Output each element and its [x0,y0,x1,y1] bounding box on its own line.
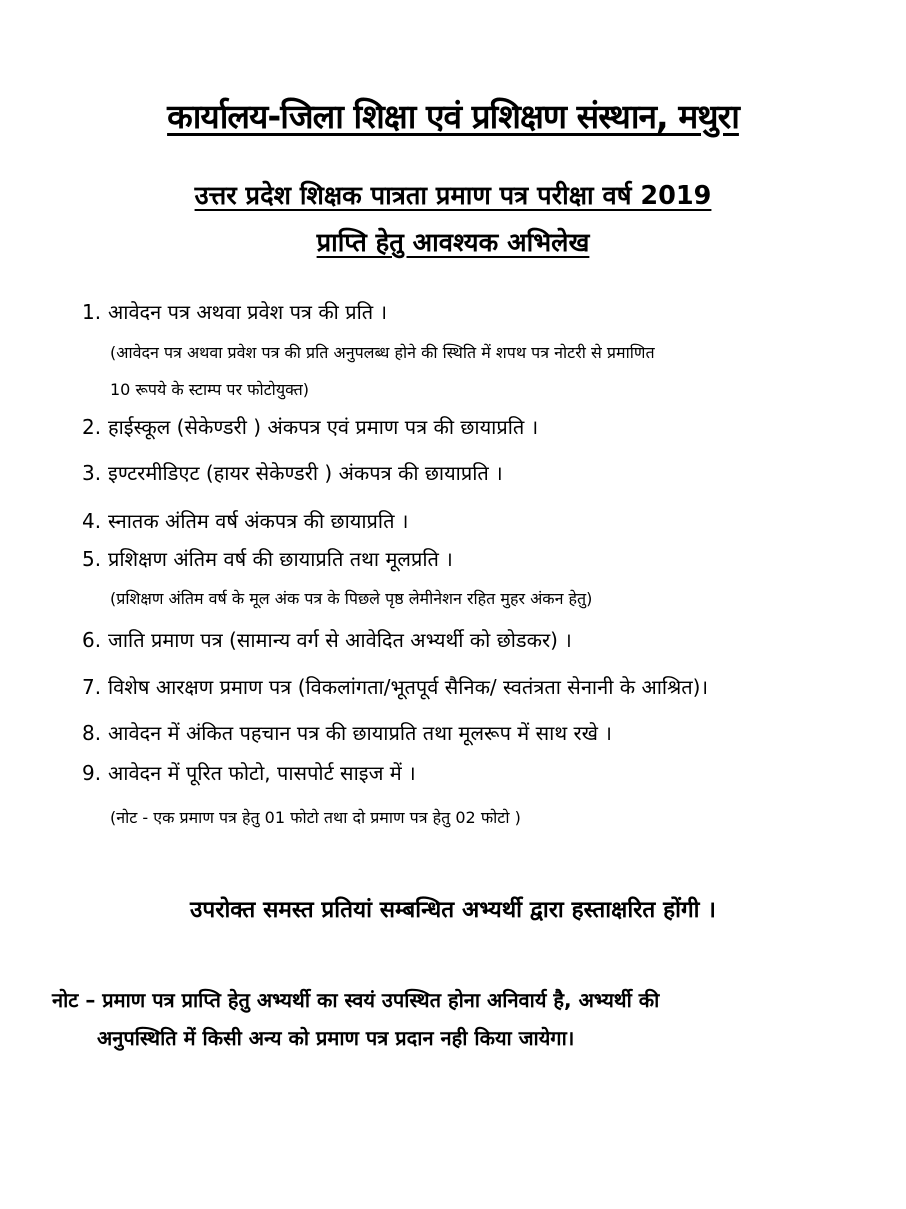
list-item [82,459,503,486]
exam-title: उत्तर प्रदेश शिक्षक पात्रता प्रमाण पत्र परीक्षा वर्ष 2019 [194,181,712,211]
item-number: 9. [82,761,102,785]
item-note-line: (आवेदन पत्र अथवा प्रवेश पत्र की प्रति अनुपलब्ध होने की स्थिति में शपथ पत्र नोटरी से प्रमाणित [110,343,655,362]
item-note-line: 10 रूपये के स्टाम्प पर फोटोयुक्त) [110,380,310,399]
office-title: कार्यालय-जिला शिक्षा एवं प्रशिक्षण संस्थान, मथुरा [167,97,739,136]
signature-requirement: उपरोक्त समस्त प्रतियां सम्बन्धित अभ्यर्थी द्वारा हस्ताक्षरित होंगी । [190,897,716,923]
final-note-line-2: अनुपस्थिति में किसी अन्य को प्रमाण पत्र प्रदान नही किया जायेगा। [97,1026,575,1050]
list-item [82,545,453,572]
item-note-line: (नोट - एक प्रमाण पत्र हेतु 01 फोटो तथा दो प्रमाण पत्र हेतु 02 फोटो ) [110,808,521,827]
item-text: जाति प्रमाण पत्र (सामान्य वर्ग से आवेदित अभ्यर्थी को छोडकर) । [108,628,572,652]
item-number: 4. [82,509,102,533]
item-text: इण्टरमीडिएट (हायर सेकेण्डरी ) अंकपत्र की छायाप्रति । [108,461,503,485]
item-text: आवेदन में पूरित फोटो, पासपोर्ट साइज में । [108,761,416,785]
item-number: 3. [82,461,102,485]
item-text: हाईस्कूल (सेकेण्डरी ) अंकपत्र एवं प्रमाण पत्र की छायाप्रति । [108,415,539,439]
item-number: 1. [82,300,102,324]
list-item [82,413,538,440]
item-text: आवेदन में अंकित पहचान पत्र की छायाप्रति तथा मूलरूप में साथ रखे । [108,721,612,745]
list-item [82,507,408,534]
list-item [82,673,708,700]
item-number: 5. [82,547,102,571]
item-text: आवेदन पत्र अथवा प्रवेश पत्र की प्रति । [108,300,388,324]
list-item [82,719,612,746]
item-text: स्नातक अंतिम वर्ष अंकपत्र की छायाप्रति । [108,509,409,533]
item-text: विशेष आरक्षण प्रमाण पत्र (विकलांगता/भूतपूर्व सैनिक/ स्वतंत्रता सेनानी के आश्रित)। [108,675,709,699]
list-item [82,298,387,325]
final-note-line-1: नोट – प्रमाण पत्र प्राप्ति हेतु अभ्यर्थी का स्वयं उपस्थित होना अनिवार्य है, अभ्यर्थी की [52,988,660,1012]
item-note-line: (प्रशिक्षण अंतिम वर्ष के मूल अंक पत्र के पिछले पृष्ठ लेमीनेशन रहित मुहर अंकन हेतु) [110,589,593,608]
list-item [82,626,572,653]
list-item [82,759,416,786]
item-number: 2. [82,415,102,439]
item-number: 6. [82,628,102,652]
item-number: 8. [82,721,102,745]
item-number: 7. [82,675,102,699]
documents-title: प्राप्ति हेतु आवश्यक अभिलेख [316,228,590,258]
item-text: प्रशिक्षण अंतिम वर्ष की छायाप्रति तथा मूलप्रति । [108,547,453,571]
